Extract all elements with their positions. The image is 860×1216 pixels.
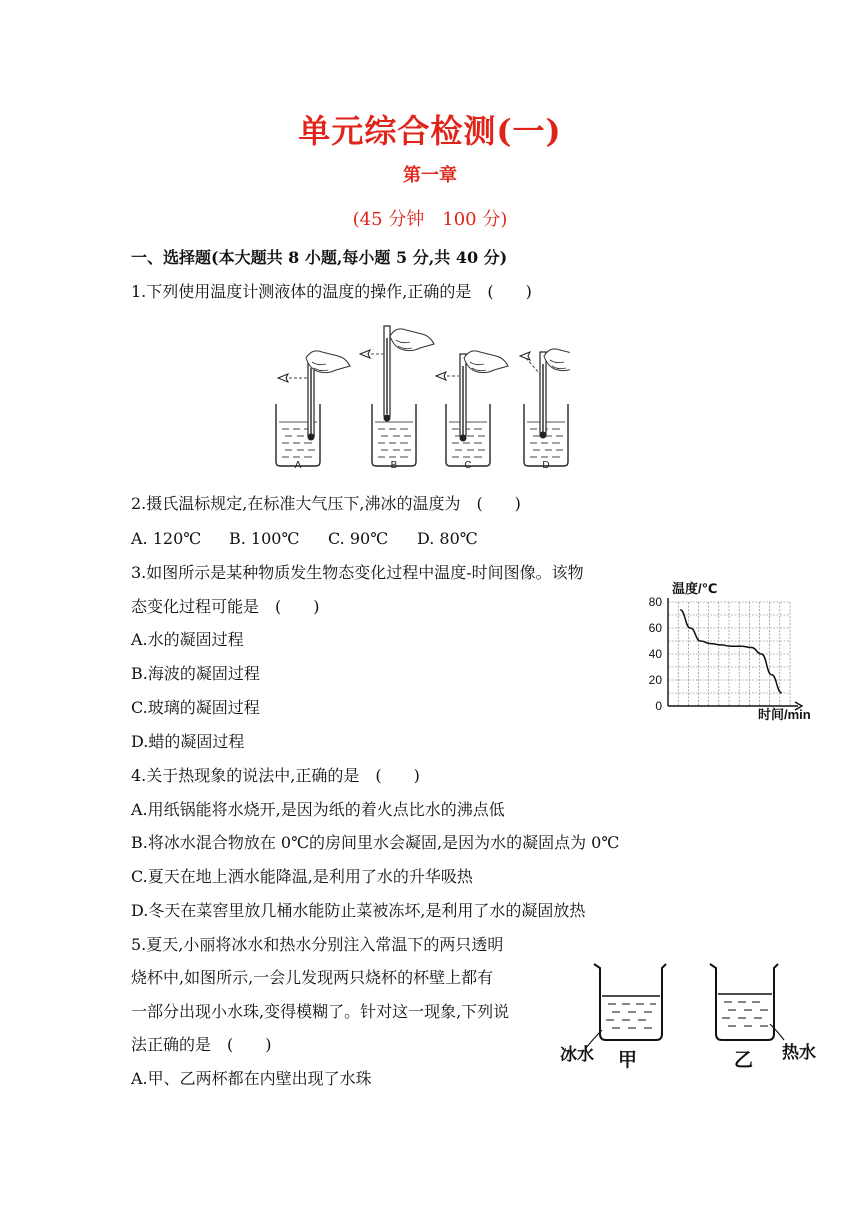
q5-stem-line4: 法正确的是 ( ) [131, 1035, 272, 1054]
q2-option-c: C. 90℃ [328, 529, 389, 548]
option-c-illustration [436, 351, 508, 466]
q3-stem-line2: 态变化过程可能是 ( ) [131, 597, 320, 616]
yi-label: 乙 [734, 1050, 754, 1071]
chart-series-line [680, 610, 782, 693]
page-title: 单元综合检测(一) [298, 112, 562, 150]
option-b-illustration [360, 326, 434, 466]
chart-xlabel: 时间/min [758, 707, 811, 722]
q2-option-b: B. 100℃ [229, 529, 300, 548]
option-b-label: B [390, 460, 398, 471]
option-d-label: D [542, 460, 550, 471]
q1-stem: 1.下列使用温度计测液体的温度的操作,正确的是 ( ) [131, 282, 532, 301]
q3-temperature-time-chart [640, 576, 820, 724]
option-d-illustration [520, 349, 570, 466]
chart-ytick-label: 60 [648, 621, 662, 635]
chapter-label: 第一章 [403, 165, 457, 186]
q5-stem-line3: 一部分出现小水珠,变得模糊了。针对这一现象,下列说 [131, 1002, 510, 1021]
chart-ytick-label: 20 [648, 673, 662, 687]
jia-label: 甲 [618, 1050, 638, 1071]
chart-ytick-label: 0 [655, 699, 662, 713]
beaker-jia [586, 964, 666, 1048]
beaker-yi [710, 964, 784, 1040]
q5-stem-line2: 烧杯中,如图所示,一会儿发现两只烧杯的杯壁上都有 [131, 968, 494, 987]
q2-stem: 2.摄氏温标规定,在标准大气压下,沸冰的温度为 ( ) [131, 494, 521, 513]
q4-option-d: D.冬天在菜窖里放几桶水能防止菜被冻坏,是利用了水的凝固放热 [131, 901, 586, 920]
section-heading: 一、选择题(本大题共 8 小题,每小题 5 分,共 40 分) [131, 248, 508, 267]
q5-option-a: A.甲、乙两杯都在内壁出现了水珠 [131, 1069, 372, 1088]
option-a-illustration [276, 351, 350, 466]
chart-grid [668, 602, 790, 706]
q5-beakers-figure [556, 958, 832, 1074]
q5-stem-line1: 5.夏天,小丽将冰水和热水分别注入常温下的两只透明 [131, 935, 504, 954]
option-a-label: A [294, 460, 302, 471]
q4-option-b: B.将冰水混合物放在 0℃的房间里水会凝固,是因为水的凝固点为 0℃ [131, 833, 620, 852]
time-score-label: (45 分钟 100 分) [352, 209, 508, 230]
q4-option-c: C.夏天在地上洒水能降温,是利用了水的升华吸热 [131, 867, 473, 886]
ice-water-label: 冰水 [560, 1045, 594, 1064]
q4-option-a: A.用纸锅能将水烧开,是因为纸的着火点比水的沸点低 [131, 800, 505, 819]
chart-ytick-label: 40 [648, 647, 662, 661]
q2-options [131, 529, 478, 549]
q3-option-d: D.蜡的凝固过程 [131, 732, 245, 751]
q2-option-a: A. 120℃ [131, 529, 202, 548]
q3-option-a: A.水的凝固过程 [131, 630, 244, 649]
hot-water-label: 热水 [782, 1043, 816, 1062]
q2-option-d: D. 80℃ [417, 529, 478, 548]
q3-stem-line1: 3.如图所示是某种物质发生物态变化过程中温度-时间图像。该物 [131, 563, 584, 582]
q4-stem: 4.关于热现象的说法中,正确的是 ( ) [131, 766, 420, 785]
chart-ylabel: 温度/℃ [672, 581, 718, 596]
q3-option-b: B.海波的凝固过程 [131, 664, 260, 683]
chart-ytick-label: 80 [648, 595, 662, 609]
option-c-label: C [464, 460, 472, 471]
q3-option-c: C.玻璃的凝固过程 [131, 698, 260, 717]
q1-figure-thermometers [270, 318, 570, 476]
